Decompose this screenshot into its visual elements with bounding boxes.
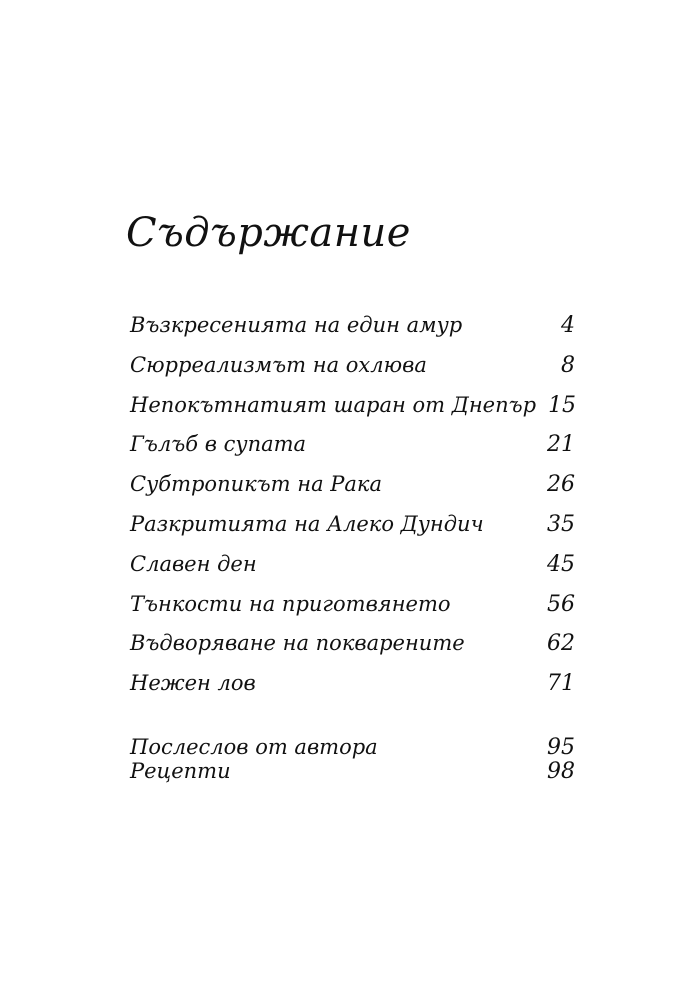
chapter-list <box>130 310 575 708</box>
toc-entry-title: Славен ден <box>130 551 257 576</box>
toc-entry-page: 8 <box>561 352 575 378</box>
toc-entry <box>130 469 575 509</box>
toc-entry <box>130 589 575 629</box>
toc-entry-page: 56 <box>547 591 575 617</box>
toc-entry-page: 45 <box>547 551 575 577</box>
toc-entry <box>130 350 575 390</box>
toc-entry <box>130 549 575 589</box>
toc-entry-page: 95 <box>547 735 575 760</box>
toc-entry-page: 26 <box>547 472 575 498</box>
toc-entry-page: 71 <box>547 671 575 697</box>
toc-entry-page: 4 <box>561 313 575 338</box>
back-matter-list <box>130 735 575 783</box>
toc-entry-title: Разкритията на Алеко Дундич <box>130 511 484 536</box>
toc-entry <box>130 735 575 759</box>
toc-entry <box>130 429 575 469</box>
toc-entry-title: Нежен лов <box>130 671 256 696</box>
toc-entry-title: Въдворяване на покварените <box>130 631 465 656</box>
toc-entry <box>130 310 575 350</box>
toc-entry-page: 15 <box>548 392 577 418</box>
toc-entry-title: Възкресенията на един амур <box>130 313 463 337</box>
toc-entry-title: Рецепти <box>130 759 231 783</box>
toc-entry-page: 98 <box>547 759 575 784</box>
toc-entry <box>130 509 575 549</box>
toc-entry-page: 62 <box>547 631 575 657</box>
toc-entry <box>130 668 575 708</box>
page-title: Съдържание <box>126 210 411 256</box>
toc-entry-page: 21 <box>547 432 575 458</box>
toc-entry-title: Субтропикът на Рака <box>130 472 382 497</box>
toc-entry <box>130 628 575 668</box>
toc-entry-title: Непокътнатият шаран от Днепър <box>130 392 537 417</box>
toc-entry <box>130 390 575 430</box>
toc-entry-title: Сюрреализмът на охлюва <box>130 352 427 377</box>
toc-entry-title: Гълъб в супата <box>130 432 307 457</box>
toc-entry-page: 35 <box>547 511 575 537</box>
toc-entry-title: Послеслов от автора <box>130 735 378 759</box>
toc-entry <box>130 759 575 783</box>
toc-entry-title: Тънкости на приготвянето <box>130 591 451 616</box>
